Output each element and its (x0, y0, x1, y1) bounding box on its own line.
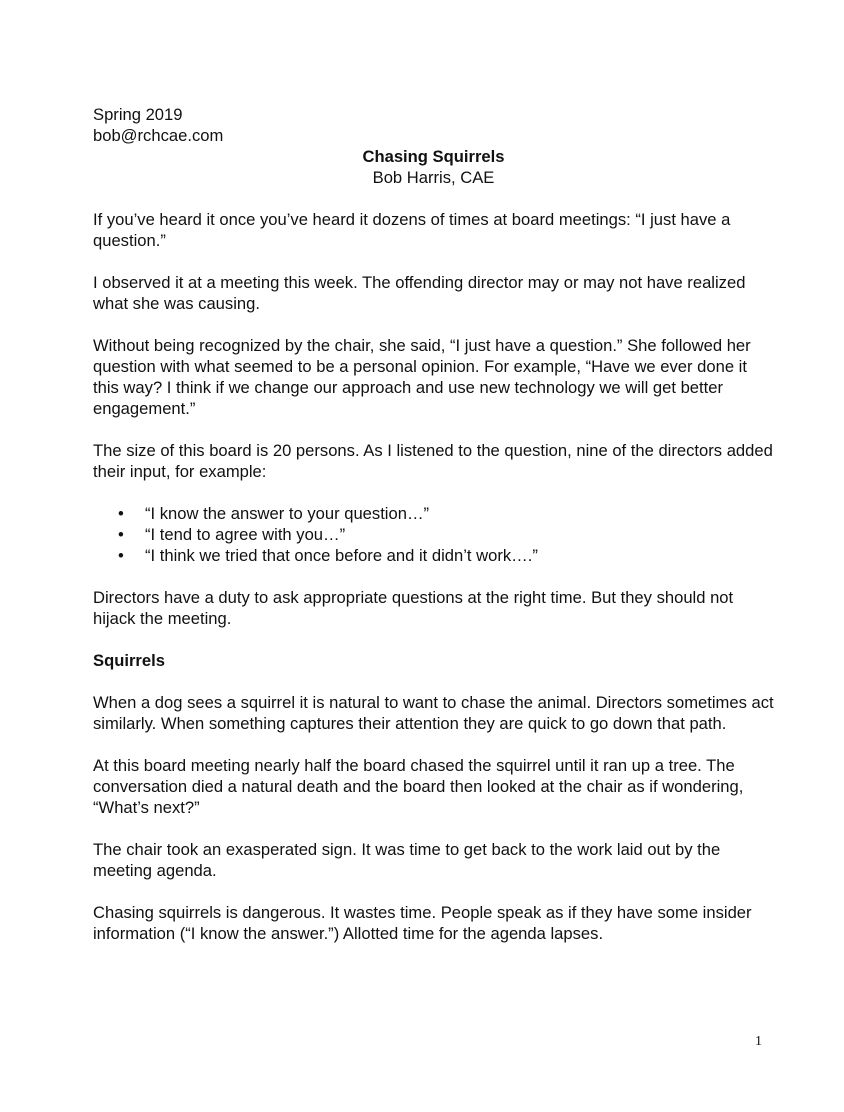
title-block (93, 146, 774, 188)
paragraph-3: Without being recognized by the chair, she said, “I just have a question.” She followed her question with what seemed to be a personal opinion. For example, “Have we ever done it this way? I think if we change our approach and use new technology we will get better engagement.” (93, 336, 751, 418)
list-item (93, 545, 774, 566)
list-item-text: “I think we tried that once before and it didn’t work….” (145, 546, 538, 565)
list-item-text: “I know the answer to your question…” (145, 504, 430, 523)
bullet-icon: • (118, 525, 124, 544)
paragraph-1: If you’ve heard it once you’ve heard it dozens of times at board meetings: “I just have a question.” (93, 210, 731, 250)
bullet-icon: • (118, 546, 124, 565)
section-paragraph-3: The chair took an exasperated sign. It was time to get back to the work laid out by the meeting agenda. (93, 840, 721, 880)
section-paragraph-4: Chasing squirrels is dangerous. It wastes time. People speak as if they have some insider information (“I know the answer.”) Allotted time for the agenda lapses. (93, 903, 752, 943)
header-date: Spring 2019 (93, 105, 183, 124)
section-paragraph-2: At this board meeting nearly half the board chased the squirrel until it ran up a tree. The conversation died a natural death and the board then looked at the chair as if wondering, “What’s next?” (93, 756, 744, 817)
list-item-text: “I tend to agree with you…” (145, 525, 346, 544)
paragraph-2: I observed it at a meeting this week. The offending director may or may not have realized what she was causing. (93, 273, 746, 313)
document-title: Chasing Squirrels (362, 147, 505, 166)
section-heading: Squirrels (93, 651, 165, 670)
header-email: bob@rchcae.com (93, 126, 224, 145)
section-paragraph-1: When a dog sees a squirrel it is natural to want to chase the animal. Directors sometimes act similarly. When something captures their attention they are quick to go down that path. (93, 693, 774, 733)
bullet-icon: • (118, 504, 124, 523)
quote-list (93, 503, 774, 566)
document-author: Bob Harris, CAE (372, 168, 495, 187)
list-item (93, 524, 774, 545)
page-number: 1 (755, 1034, 762, 1049)
list-item (93, 503, 774, 524)
paragraph-5: Directors have a duty to ask appropriate questions at the right time. But they should not hijack the meeting. (93, 588, 734, 628)
paragraph-4: The size of this board is 20 persons. As I listened to the question, nine of the directors added their input, for example: (93, 441, 773, 481)
